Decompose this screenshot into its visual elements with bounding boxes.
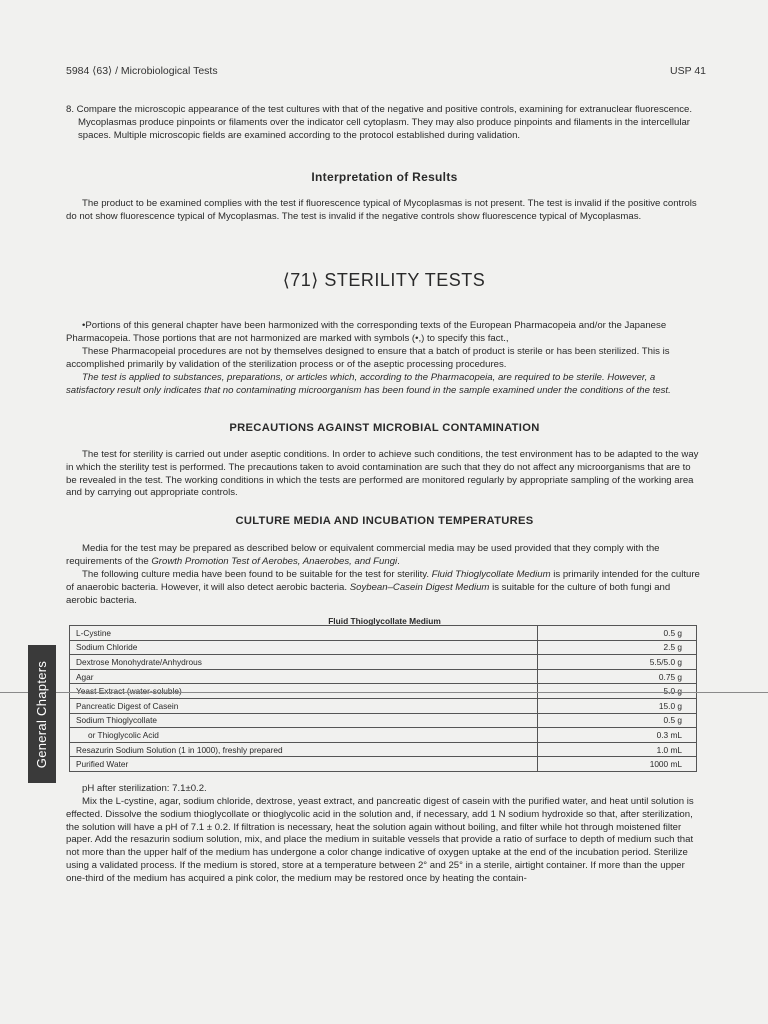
amount-cell: 0.3 mL (538, 728, 697, 743)
general-chapters-tab (28, 645, 56, 783)
table-row (70, 713, 697, 728)
step-8-text: 8. Compare the microscopic appearance of the test cultures with that of the negative and positive controls, examining for extranuclear fluorescence. Mycoplasmas produce pinpoints or filaments over the indicator cell cytoplasm. They may also produce pinpoints and filaments in the intercellular spaces. Multiple microscopic fields are examined according to the protocol established during validation. (66, 104, 693, 141)
ingredient-cell: Sodium Chloride (70, 640, 538, 655)
interpretation-heading: Interpretation of Results (311, 170, 458, 184)
table-row (70, 698, 697, 713)
culture-media-heading: CULTURE MEDIA AND INCUBATION TEMPERATURES (235, 515, 534, 527)
table-row (70, 728, 697, 743)
culture-media-paragraph-1: Media for the test may be prepared as described below or equivalent commercial media may be used provided that they comply with the requirements of the Growth Promotion Test of Aerobes, Anaerobes, and Fungi. (66, 543, 660, 567)
amount-cell: 1.0 mL (538, 742, 697, 757)
ingredient-cell: Sodium Thioglycollate (70, 713, 538, 728)
amount-cell: 2.5 g (538, 640, 697, 655)
amount-cell: 5.5/5.0 g (538, 655, 697, 670)
side-tab-label: General Chapters (34, 660, 50, 768)
table-row (70, 640, 697, 655)
ingredient-cell: or Thioglycolic Acid (70, 728, 538, 743)
amount-cell: 15.0 g (538, 698, 697, 713)
amount-cell: 1000 mL (538, 757, 697, 772)
amount-cell: 0.5 g (538, 626, 697, 641)
ingredient-cell: Pancreatic Digest of Casein (70, 698, 538, 713)
table-caption: Fluid Thioglycollate Medium (328, 616, 441, 626)
chapter-title: ⟨71⟩ STERILITY TESTS (282, 270, 486, 290)
ingredient-cell: Dextrose Monohydrate/Anhydrous (70, 655, 538, 670)
intro-italic-paragraph: The test is applied to substances, preparations, or articles which, according to the Pharmacopeia, are required to be sterile. However, a satisfactory result only indicates that no contaminating microorganism has been found in the sample examined under the conditions of the test. (66, 372, 671, 396)
running-header-left: 5984 ⟨63⟩ / Microbiological Tests (66, 65, 218, 77)
ingredient-cell: Purified Water (70, 757, 538, 772)
page-divider-line (0, 692, 768, 693)
ingredient-cell: Resazurin Sodium Solution (1 in 1000), freshly prepared (70, 742, 538, 757)
preparation-text: Mix the L-cystine, agar, sodium chloride, dextrose, yeast extract, and pancreatic digest of casein with the purified water, and heat until solution is effected. Dissolve the sodium thioglycollate or thioglycolic acid in the solution and, if necessary, add 1 N sodium hydroxide so that, after sterilization, the solution will have a pH of 7.1 ± 0.2. If filtration is necessary, heat the solution again without boiling, and filter while hot through moistened filter paper. Add the resazurin sodium solution, mix, and place the medium in suitable vessels that provide a ratio of surface to depth of medium such that not more than the upper half of the medium has undergone a color change indicative of oxygen uptake at the end of the incubation period. Sterilize using a validated process. If the medium is stored, store at a temperature between 2° and 25° in a sterile, airtight container. If more than the upper one-third of the medium has acquired a pink color, the medium may be restored once by heating the contain- (66, 796, 694, 884)
ph-statement: pH after sterilization: 7.1±0.2. (82, 783, 207, 794)
precautions-heading: PRECAUTIONS AGAINST MICROBIAL CONTAMINATION (229, 422, 540, 434)
culture-media-paragraph-2: The following culture media have been found to be suitable for the test for sterility. Fluid Thioglycollate Medium is primarily intended for the culture of anaerobic bacteria. However, it will also detect aerobic bacteria. Soybean–Casein Digest Medium is suitable for the culture of both fungi and aerobic bacteria. (66, 569, 700, 606)
harmonization-note: •Portions of this general chapter have been harmonized with the corresponding texts of the European Pharmacopeia and/or the Japanese Pharmacopeia. Those portions that are not harmonized are marked with symbols (•,) to specify this fact., (66, 320, 667, 344)
precautions-text: The test for sterility is carried out under aseptic conditions. In order to achieve such conditions, the test environment has to be adapted to the way in which the sterility test is performed. The precautions taken to avoid contamination are such that they do not affect any microorganisms that are to be revealed in the test. The working conditions in which the tests are performed are monitored regularly by appropriate sampling of the working area and by carrying out appropriate controls. (66, 449, 699, 499)
interpretation-text: The product to be examined complies with the test if fluorescence typical of Mycoplasmas is not present. The test is invalid if the positive controls do not show fluorescence typical of Mycoplasmas. The test is invalid if the negative controls show fluorescence typical of Mycoplasmas. (66, 198, 697, 222)
table-row (70, 742, 697, 757)
ingredient-cell: L-Cystine (70, 626, 538, 641)
ingredient-cell: Agar (70, 669, 538, 684)
table-row (70, 626, 697, 641)
table-row (70, 757, 697, 772)
amount-cell: 0.75 g (538, 669, 697, 684)
intro-paragraph: These Pharmacopeial procedures are not by themselves designed to ensure that a batch of product is sterile or has been sterilized. This is accomplished primarily by validation of the sterilization process or of the aseptic processing procedures. (66, 346, 670, 370)
running-header-right: USP 41 (670, 65, 706, 77)
table-row (70, 669, 697, 684)
fluid-thioglycollate-table (69, 625, 697, 772)
table-row (70, 655, 697, 670)
amount-cell: 0.5 g (538, 713, 697, 728)
